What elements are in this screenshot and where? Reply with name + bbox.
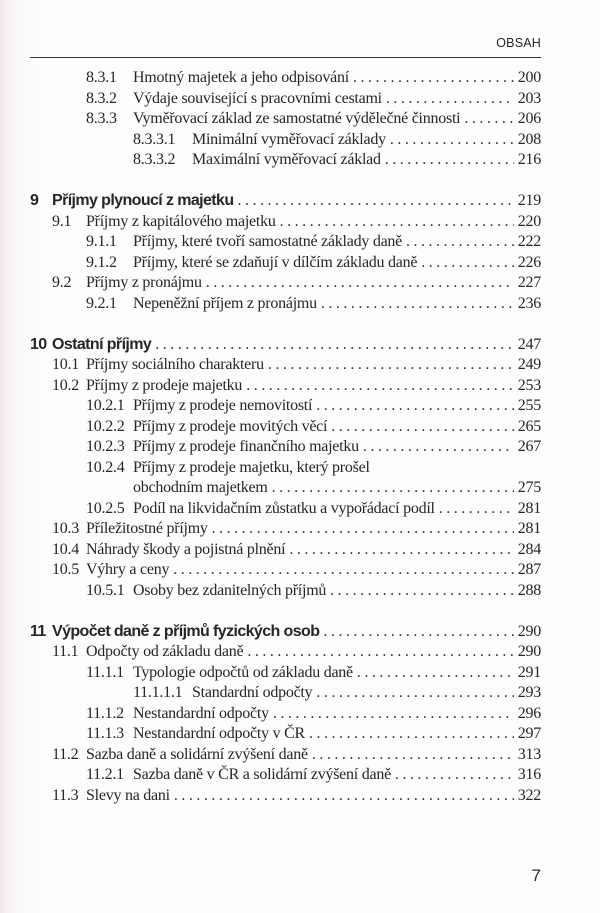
entry-number: 11.2 [52, 745, 79, 763]
entry-title: Vyměřovací základ ze samostatné výdělečné činnosti [133, 110, 461, 127]
entry-page: 290 [517, 622, 541, 640]
entry-number: 10.1 [52, 356, 79, 373]
entry-number: 9.1 [52, 212, 72, 230]
entry-page: 313 [517, 745, 541, 763]
entry-title: Typologie odpočtů od základu daně [133, 663, 353, 681]
toc-entry[interactable] [30, 581, 541, 602]
entry-number: 9 [30, 192, 39, 209]
dot-leader [464, 109, 513, 130]
dot-leader [353, 68, 514, 89]
toc-entry[interactable] [30, 376, 541, 397]
entry-page: 200 [517, 69, 541, 86]
dot-leader [390, 130, 514, 151]
toc-entry[interactable] [30, 663, 541, 684]
header-title: OBSAH [496, 36, 541, 50]
dot-leader [323, 622, 513, 643]
toc-chapter[interactable] [30, 622, 541, 643]
entry-number: 10.5 [52, 561, 79, 578]
entry-title: Ostatní příjmy [52, 335, 152, 353]
toc-entry[interactable] [30, 642, 541, 663]
entry-number: 8.3.3.1 [133, 130, 176, 148]
toc-entry[interactable] [30, 273, 541, 294]
toc-entry[interactable] [30, 68, 541, 89]
entry-title: Nestandardní odpočty v ČR [133, 725, 305, 742]
toc-entry[interactable] [30, 396, 541, 417]
toc-entry[interactable] [30, 745, 541, 766]
dot-leader [385, 150, 514, 171]
toc-entry[interactable] [30, 786, 541, 807]
entry-number: 8.3.2 [86, 89, 117, 107]
entry-number: 9.1.2 [86, 253, 117, 271]
entry-title: Příjmy, které se zdaňují v dílčím základu daně [133, 253, 418, 271]
entry-page: 291 [517, 663, 541, 681]
toc-entry[interactable] [30, 499, 541, 520]
entry-number: 11.1.1.1 [133, 684, 183, 701]
entry-number: 10 [30, 335, 47, 353]
entry-title: Výdaje související s pracovními cestami [133, 89, 382, 107]
entry-title-continuation: obchodním majetkem [133, 479, 268, 496]
dot-leader [268, 355, 514, 376]
entry-title: Odpočty od základu daně [86, 643, 244, 660]
entry-page: 265 [517, 417, 541, 435]
entry-number: 9.2 [52, 274, 72, 291]
entry-number: 8.3.1 [86, 69, 117, 86]
dot-leader [363, 437, 514, 458]
page-number: 7 [531, 866, 541, 885]
entry-number: 10.2 [52, 376, 79, 394]
entry-page: 249 [517, 356, 541, 373]
dot-leader [247, 642, 513, 663]
entry-title: Maximální vyměřovací základ [192, 151, 381, 168]
entry-page: 316 [517, 766, 541, 783]
entry-page: 322 [517, 786, 541, 804]
entry-title: Výpočet daně z příjmů fyzických osob [52, 622, 320, 640]
entry-number: 11.1 [52, 643, 79, 660]
entry-title: Příjmy z prodeje nemovitostí [133, 397, 313, 414]
toc-entry[interactable] [30, 724, 541, 745]
entry-title: Nestandardní odpočty [133, 704, 269, 722]
dot-leader [309, 724, 514, 745]
toc-entry[interactable] [30, 540, 541, 561]
toc-entry[interactable] [30, 765, 541, 786]
entry-page: 208 [517, 130, 541, 148]
entry-title: Příjmy z prodeje majetku [86, 376, 243, 394]
entry-page: 267 [517, 438, 541, 455]
dot-leader [406, 232, 514, 253]
toc-entry[interactable] [30, 519, 541, 540]
entry-page: 281 [517, 520, 541, 537]
entry-page: 247 [517, 335, 541, 353]
entry-number: 9.1.1 [86, 233, 117, 250]
entry-title: Příjmy z prodeje movitých věcí [133, 417, 328, 435]
dot-leader [357, 663, 514, 684]
entry-number: 10.2.3 [86, 438, 125, 455]
entry-number: 10.2.1 [86, 397, 125, 414]
entry-title: Minimální vyměřovací základy [192, 130, 386, 148]
dot-leader [395, 765, 514, 786]
toc-entry[interactable] [30, 150, 541, 171]
dot-leader [421, 253, 513, 274]
entry-number: 10.3 [52, 520, 79, 537]
entry-number: 11.3 [52, 786, 79, 804]
entry-page: 220 [517, 212, 541, 230]
entry-page: 297 [517, 725, 541, 742]
entry-page: 216 [517, 151, 541, 168]
entry-number: 11.2.1 [86, 766, 124, 783]
toc-entry[interactable] [30, 294, 541, 315]
toc-entry[interactable] [30, 437, 541, 458]
toc-entry[interactable] [30, 355, 541, 376]
toc-chapter[interactable] [30, 191, 541, 212]
entry-page: 219 [517, 192, 541, 209]
toc-entry[interactable] [30, 109, 541, 130]
entry-title: Slevy na dani [86, 786, 170, 804]
running-header [30, 35, 541, 58]
entry-title: Příjmy plynoucí z majetku [52, 192, 234, 209]
toc-entry[interactable] [30, 560, 541, 581]
toc-entry[interactable] [30, 417, 541, 438]
entry-page: 296 [517, 704, 541, 722]
dot-leader [386, 89, 514, 110]
entry-title: Příjmy z prodeje finančního majetku [133, 438, 359, 455]
entry-title: Náhrady škody a pojistná plnění [86, 540, 286, 558]
entry-title: Standardní odpočty [192, 684, 313, 701]
dot-leader [321, 294, 514, 315]
toc-entry[interactable] [30, 212, 541, 233]
entry-title: Příjmy z kapitálového majetku [86, 212, 276, 230]
entry-number: 11 [30, 622, 46, 640]
entry-page: 284 [517, 540, 541, 558]
entry-number: 11.1.3 [86, 725, 124, 742]
dot-leader [173, 560, 514, 581]
entry-page: 288 [517, 581, 541, 599]
dot-leader [273, 704, 514, 725]
dot-leader [212, 519, 514, 540]
dot-leader [289, 540, 513, 561]
entry-number: 10.4 [52, 540, 79, 558]
entry-title: Podíl na likvidačním zůstatku a vypořádací podíl [133, 499, 435, 517]
entry-page: 236 [517, 294, 541, 312]
entry-number: 11.1.1 [86, 663, 124, 681]
dot-leader [246, 376, 514, 397]
dot-leader [316, 396, 514, 417]
toc-chapter[interactable] [30, 335, 541, 356]
dot-leader [280, 212, 514, 233]
entry-page: 227 [517, 274, 541, 291]
toc-entry[interactable] [30, 130, 541, 151]
entry-title: Sazba daně v ČR a solidární zvýšení daně [133, 766, 391, 783]
dot-leader [155, 335, 514, 356]
entry-title: Sazba daně a solidární zvýšení daně [86, 745, 308, 763]
toc-entry[interactable] [30, 89, 541, 110]
entry-title: Příležitostné příjmy [86, 520, 208, 537]
entry-page: 293 [517, 684, 541, 701]
entry-page: 281 [517, 499, 541, 517]
entry-title: Příjmy, které tvoří samostatné základy daně [133, 233, 403, 250]
entry-number: 8.3.3 [86, 110, 117, 127]
dot-leader [331, 417, 514, 438]
dot-leader [206, 273, 514, 294]
table-of-contents [30, 68, 541, 806]
dot-leader [439, 499, 514, 520]
entry-page: 287 [517, 561, 541, 578]
entry-page: 206 [517, 110, 541, 127]
entry-title: Nepeněžní příjem z pronájmu [133, 294, 317, 312]
dot-leader [174, 786, 514, 807]
toc-entry[interactable] [30, 232, 541, 253]
dot-leader [330, 581, 514, 602]
entry-title: Výhry a ceny [86, 561, 170, 578]
entry-page: 275 [517, 479, 541, 496]
entry-number: 10.2.4 [86, 458, 125, 476]
entry-page: 253 [517, 376, 541, 394]
toc-entry[interactable] [30, 458, 541, 479]
entry-page: 290 [517, 643, 541, 660]
dot-leader [272, 478, 514, 499]
entry-title: Příjmy sociálního charakteru [86, 356, 264, 373]
entry-title: Hmotný majetek a jeho odpisování [133, 69, 349, 86]
dot-leader [238, 191, 514, 212]
entry-number: 10.2.5 [86, 499, 125, 517]
entry-number: 8.3.3.2 [133, 151, 176, 168]
entry-number: 10.2.2 [86, 417, 125, 435]
entry-title: Osoby bez zdanitelných příjmů [133, 581, 327, 599]
dot-leader [316, 683, 513, 704]
toc-entry[interactable] [30, 683, 541, 704]
toc-entry[interactable] [30, 253, 541, 274]
toc-entry[interactable] [30, 704, 541, 725]
entry-page: 203 [517, 89, 541, 107]
toc-entry-continuation[interactable] [30, 478, 541, 499]
entry-title: Příjmy z prodeje majetku, který prošel [133, 458, 370, 476]
entry-number: 11.1.2 [86, 704, 124, 722]
entry-page: 226 [517, 253, 541, 271]
entry-number: 10.5.1 [86, 581, 125, 599]
entry-page: 255 [517, 397, 541, 414]
entry-title: Příjmy z pronájmu [86, 274, 202, 291]
dot-leader [312, 745, 514, 766]
entry-number: 9.2.1 [86, 294, 117, 312]
entry-page: 222 [517, 233, 541, 250]
